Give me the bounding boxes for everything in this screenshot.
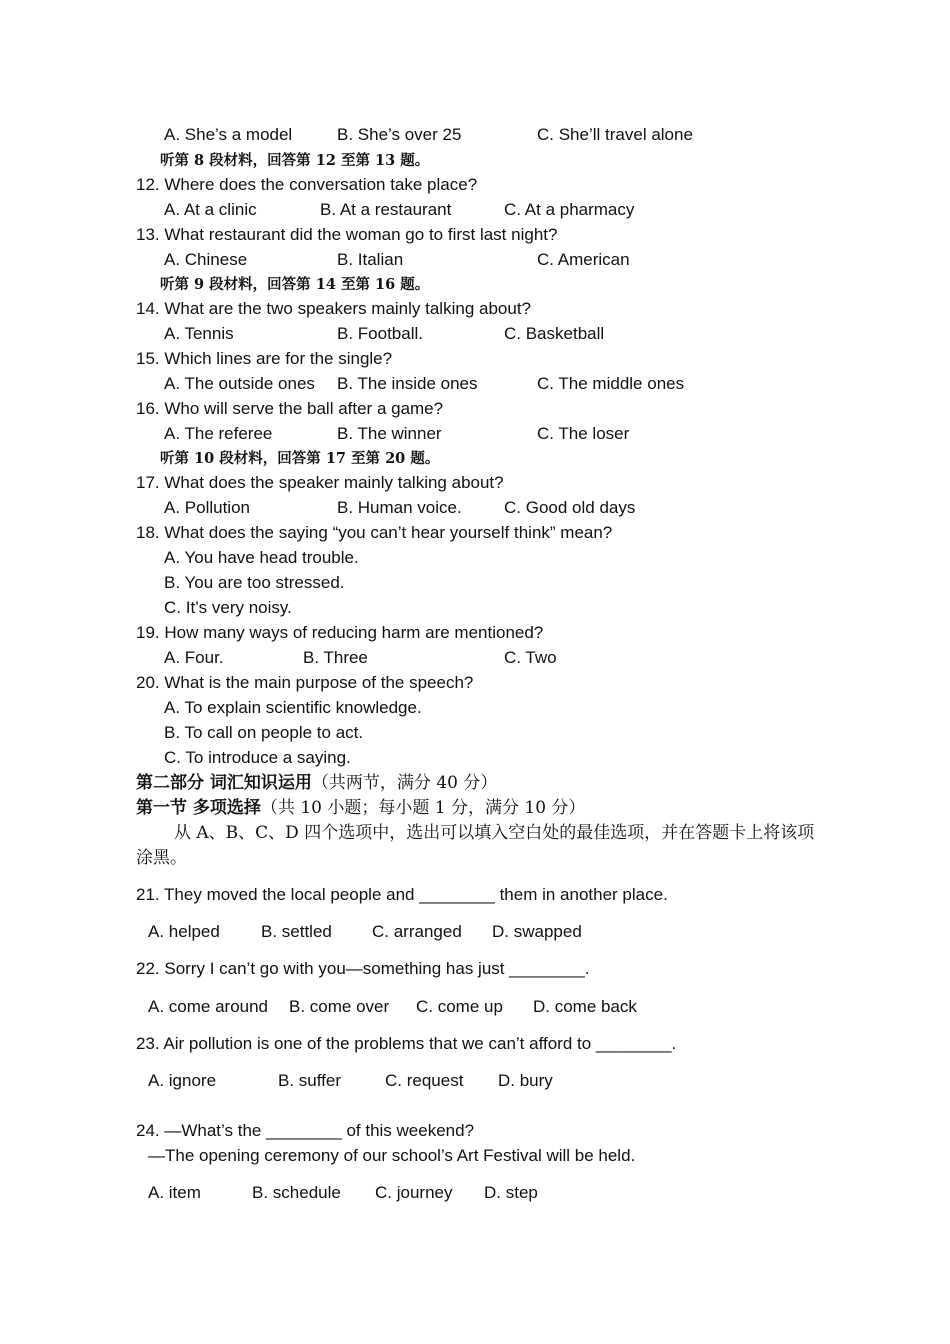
q11-option-c: C. She’ll travel alone [537,125,693,144]
part2-title: 第二部分 词汇知识运用 [136,773,312,793]
q22-option-b: B. come over [289,997,390,1016]
q22-stem: 22. Sorry I can’t go with you—something has just ________. [136,959,590,978]
q21-option-a: A. helped [148,922,220,941]
q12-option-a: A. At a clinic [164,200,257,219]
q15-stem: 15. Which lines are for the single? [136,349,393,368]
q16-option-a: A. The referee [164,424,273,443]
q17-option-a: A. Pollution [164,498,250,517]
q13-option-a: A. Chinese [164,250,248,269]
q19-option-c: C. Two [504,648,557,667]
q18-option-c: C. It’s very noisy. [164,598,292,617]
q23-option-c: C. request [385,1071,464,1090]
section-heading-8: 听第 8 段材料，回答第 12 至第 13 题。 [160,152,430,169]
q18-option-b: B. You are too stressed. [164,573,345,592]
q21-stem: 21. They moved the local people and ________ them in another place. [136,885,668,904]
section-heading-9: 听第 9 段材料，回答第 14 至第 16 题。 [160,276,430,293]
q18-stem: 18. What does the saying “you can’t hear yourself think” mean? [136,523,613,542]
q19-option-a: A. Four. [164,648,224,667]
q21-option-c: C. arranged [372,922,462,941]
q23-option-d: D. bury [498,1071,553,1090]
q24-stem: 24. —What’s the ________ of this weekend? [136,1121,475,1140]
section-heading-10: 听第 10 段材料，回答第 17 至第 20 题。 [160,450,440,467]
q13-option-b: B. Italian [337,250,404,269]
instruction-text: 从 A、B、C、D 四个选项中，选出可以填入空白处的最佳选项，并在答题卡上将该项涂黑。 [136,823,815,868]
q13-stem: 13. What restaurant did the woman go to first last night? [136,225,558,244]
q13-option-c: C. American [537,250,630,269]
q14-option-c: C. Basketball [504,324,605,343]
q22-option-a: A. come around [148,997,269,1016]
q23-option-a: A. ignore [148,1071,217,1090]
q14-stem: 14. What are the two speakers mainly talking about? [136,299,531,318]
q17-stem: 17. What does the speaker mainly talking about? [136,473,504,492]
q24-option-b: B. schedule [252,1183,341,1202]
q11-option-a: A. She’s a model [164,125,293,144]
q15-option-b: B. The inside ones [337,374,478,393]
q24-option-c: C. journey [375,1183,453,1202]
q11-option-b: B. She’s over 25 [337,125,462,144]
q14-option-a: A. Tennis [164,324,234,343]
q17-option-c: C. Good old days [504,498,636,517]
q12-option-c: C. At a pharmacy [504,200,635,219]
q22-option-d: D. come back [533,997,637,1016]
q21-option-d: D. swapped [492,922,582,941]
q24-reply: —The opening ceremony of our school’s Art Festival will be held. [148,1146,636,1165]
q14-option-b: B. Football. [337,324,423,343]
q15-option-c: C. The middle ones [537,374,685,393]
section1-note: （共 10 小题；每小题 1 分，满分 10 分） [260,798,586,818]
q23-stem: 23. Air pollution is one of the problems that we can’t afford to ________. [136,1034,677,1053]
section1-title: 第一节 多项选择 [136,798,261,818]
q20-option-b: B. To call on people to act. [164,723,364,742]
q20-option-c: C. To introduce a saying. [164,748,351,767]
part2-note: （共两节，满分 40 分） [311,773,498,793]
q17-option-b: B. Human voice. [337,498,462,517]
q16-stem: 16. Who will serve the ball after a game? [136,399,444,418]
q19-stem: 19. How many ways of reducing harm are mentioned? [136,623,544,642]
q24-option-d: D. step [484,1183,538,1202]
q16-option-b: B. The winner [337,424,442,443]
section1-heading [136,798,585,818]
q22-option-c: C. come up [416,997,503,1016]
q16-option-c: C. The loser [537,424,630,443]
q20-stem: 20. What is the main purpose of the speech? [136,673,474,692]
q12-option-b: B. At a restaurant [320,200,452,219]
q18-option-a: A. You have head trouble. [164,548,359,567]
q15-option-a: A. The outside ones [164,374,315,393]
q12-stem: 12. Where does the conversation take place? [136,175,478,194]
q24-option-a: A. item [148,1183,201,1202]
q19-option-b: B. Three [303,648,368,667]
q20-option-a: A. To explain scientific knowledge. [164,698,422,717]
q23-option-b: B. suffer [278,1071,341,1090]
part2-heading [136,773,497,793]
q21-option-b: B. settled [261,922,332,941]
